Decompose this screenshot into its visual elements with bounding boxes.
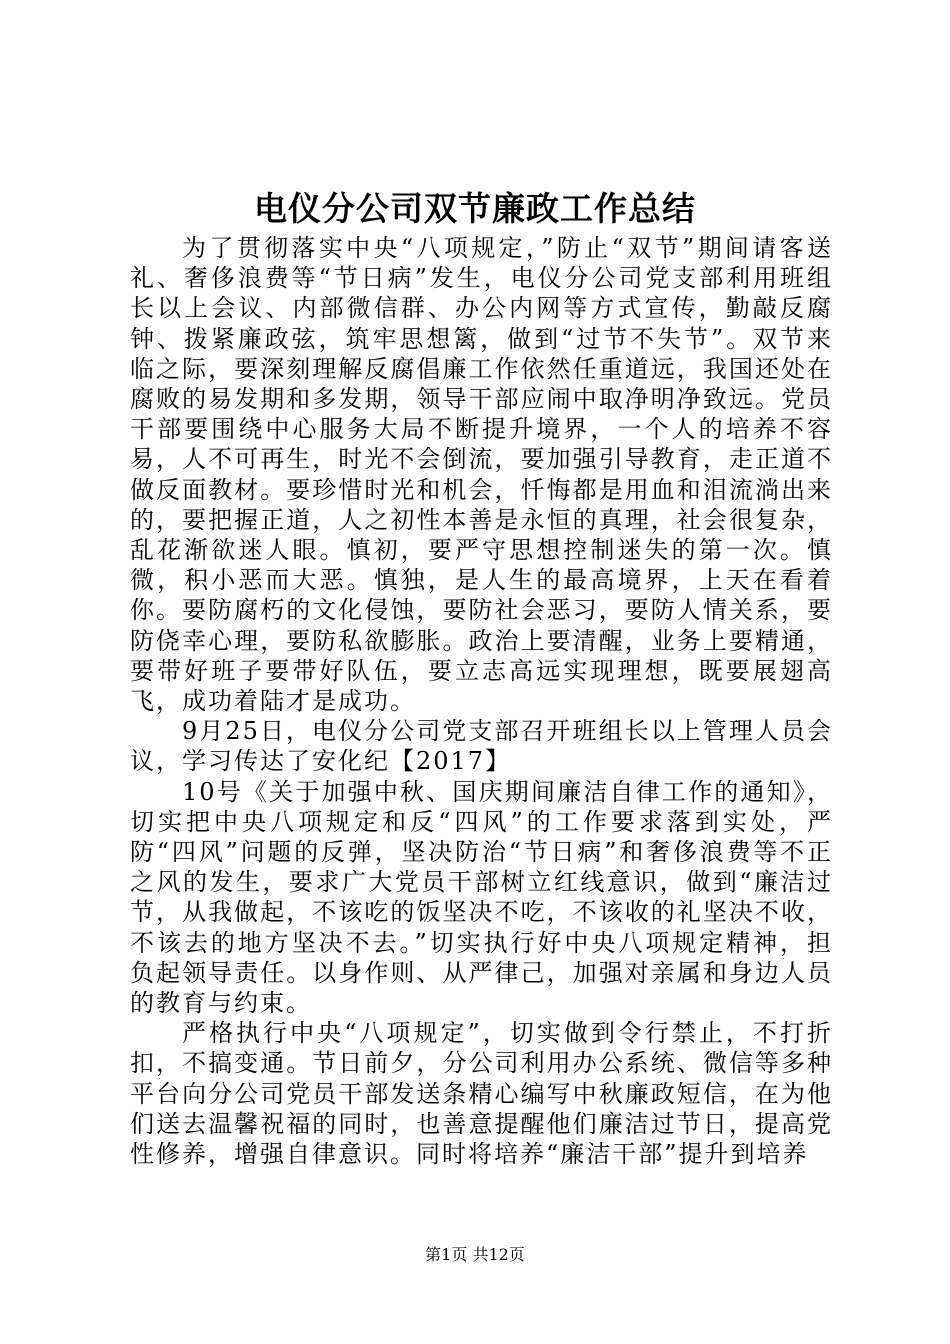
document-title: 电仪分公司双节廉政工作总结: [254, 189, 696, 228]
page-footer: 第1页 共12页: [425, 1245, 525, 1264]
paragraph: 严格执行中央“八项规定”，切实做到令行禁止，不打折扣，不搞变通。节日前夕，分公司利用办公系统、微信等多种平台向分公司党员干部发送条精心编写中秋廉政短信，在为他们送去温馨祝福的同时，也善意提醒他们廉洁过节日，提高党性修养，增强自律意识。同时将培养“廉洁干部”提升到培养: [130, 1019, 833, 1169]
paragraph: 为了贯彻落实中央“八项规定，”防止“双节”期间请客送礼、奢侈浪费等“节日病”发生，电仪分公司党支部利用班组长以上会议、内部微信群、办公内网等方式宣传，勤敲反腐钟、拨紧廉政弦，筑牢思想篱，做到“过节不失节”。双节来临之际，要深刻理解反腐倡廉工作依然任重道远，我国还处在腐败的易发期和多发期，领导干部应闹中取净明净致远。党员干部要围绕中心服务大局不断提升境界，一个人的培养不容易，人不可再生，时光不会倒流，要加强引导教育，走正道不做反面教材。要珍惜时光和机会，忏悔都是用血和泪流淌出来的，要把握正道，人之初性本善是永恒的真理，社会很复杂，乱花渐欲迷人眼。慎初，要严守思想控制迷失的第一次。慎微，积小恶而大恶。慎独，是人生的最高境界，上天在看着你。要防腐朽的文化侵蚀，要防社会恶习，要防人情关系，要防侥幸心理，要防私欲膨胀。政治上要清醒，业务上要精通，要带好班子要带好队伍，要立志高远实现理想，既要展翅高飞，成功着陆才是成功。: [130, 234, 833, 716]
paragraph: 10号《关于加强中秋、国庆期间廉洁自律工作的通知》，切实把中央八项规定和反“四风”的工作要求落到实处，严防“四风”问题的反弹，坚决防治“节日病”和奢侈浪费等不正之风的发生，要求广大党员干部树立红线意识，做到“廉洁过节，从我做起，不该吃的饭坚决不吃，不该收的礼坚决不收，不该去的地方坚决不去。”切实执行好中央八项规定精神，担负起领导责任。以身作则、从严律己，加强对亲属和身边人员的教育与约束。: [130, 777, 833, 1018]
document-body: [130, 233, 833, 1169]
paragraph: 9月25日，电仪分公司党支部召开班组长以上管理人员会议，学习传达了安化纪【2017】: [130, 717, 833, 776]
